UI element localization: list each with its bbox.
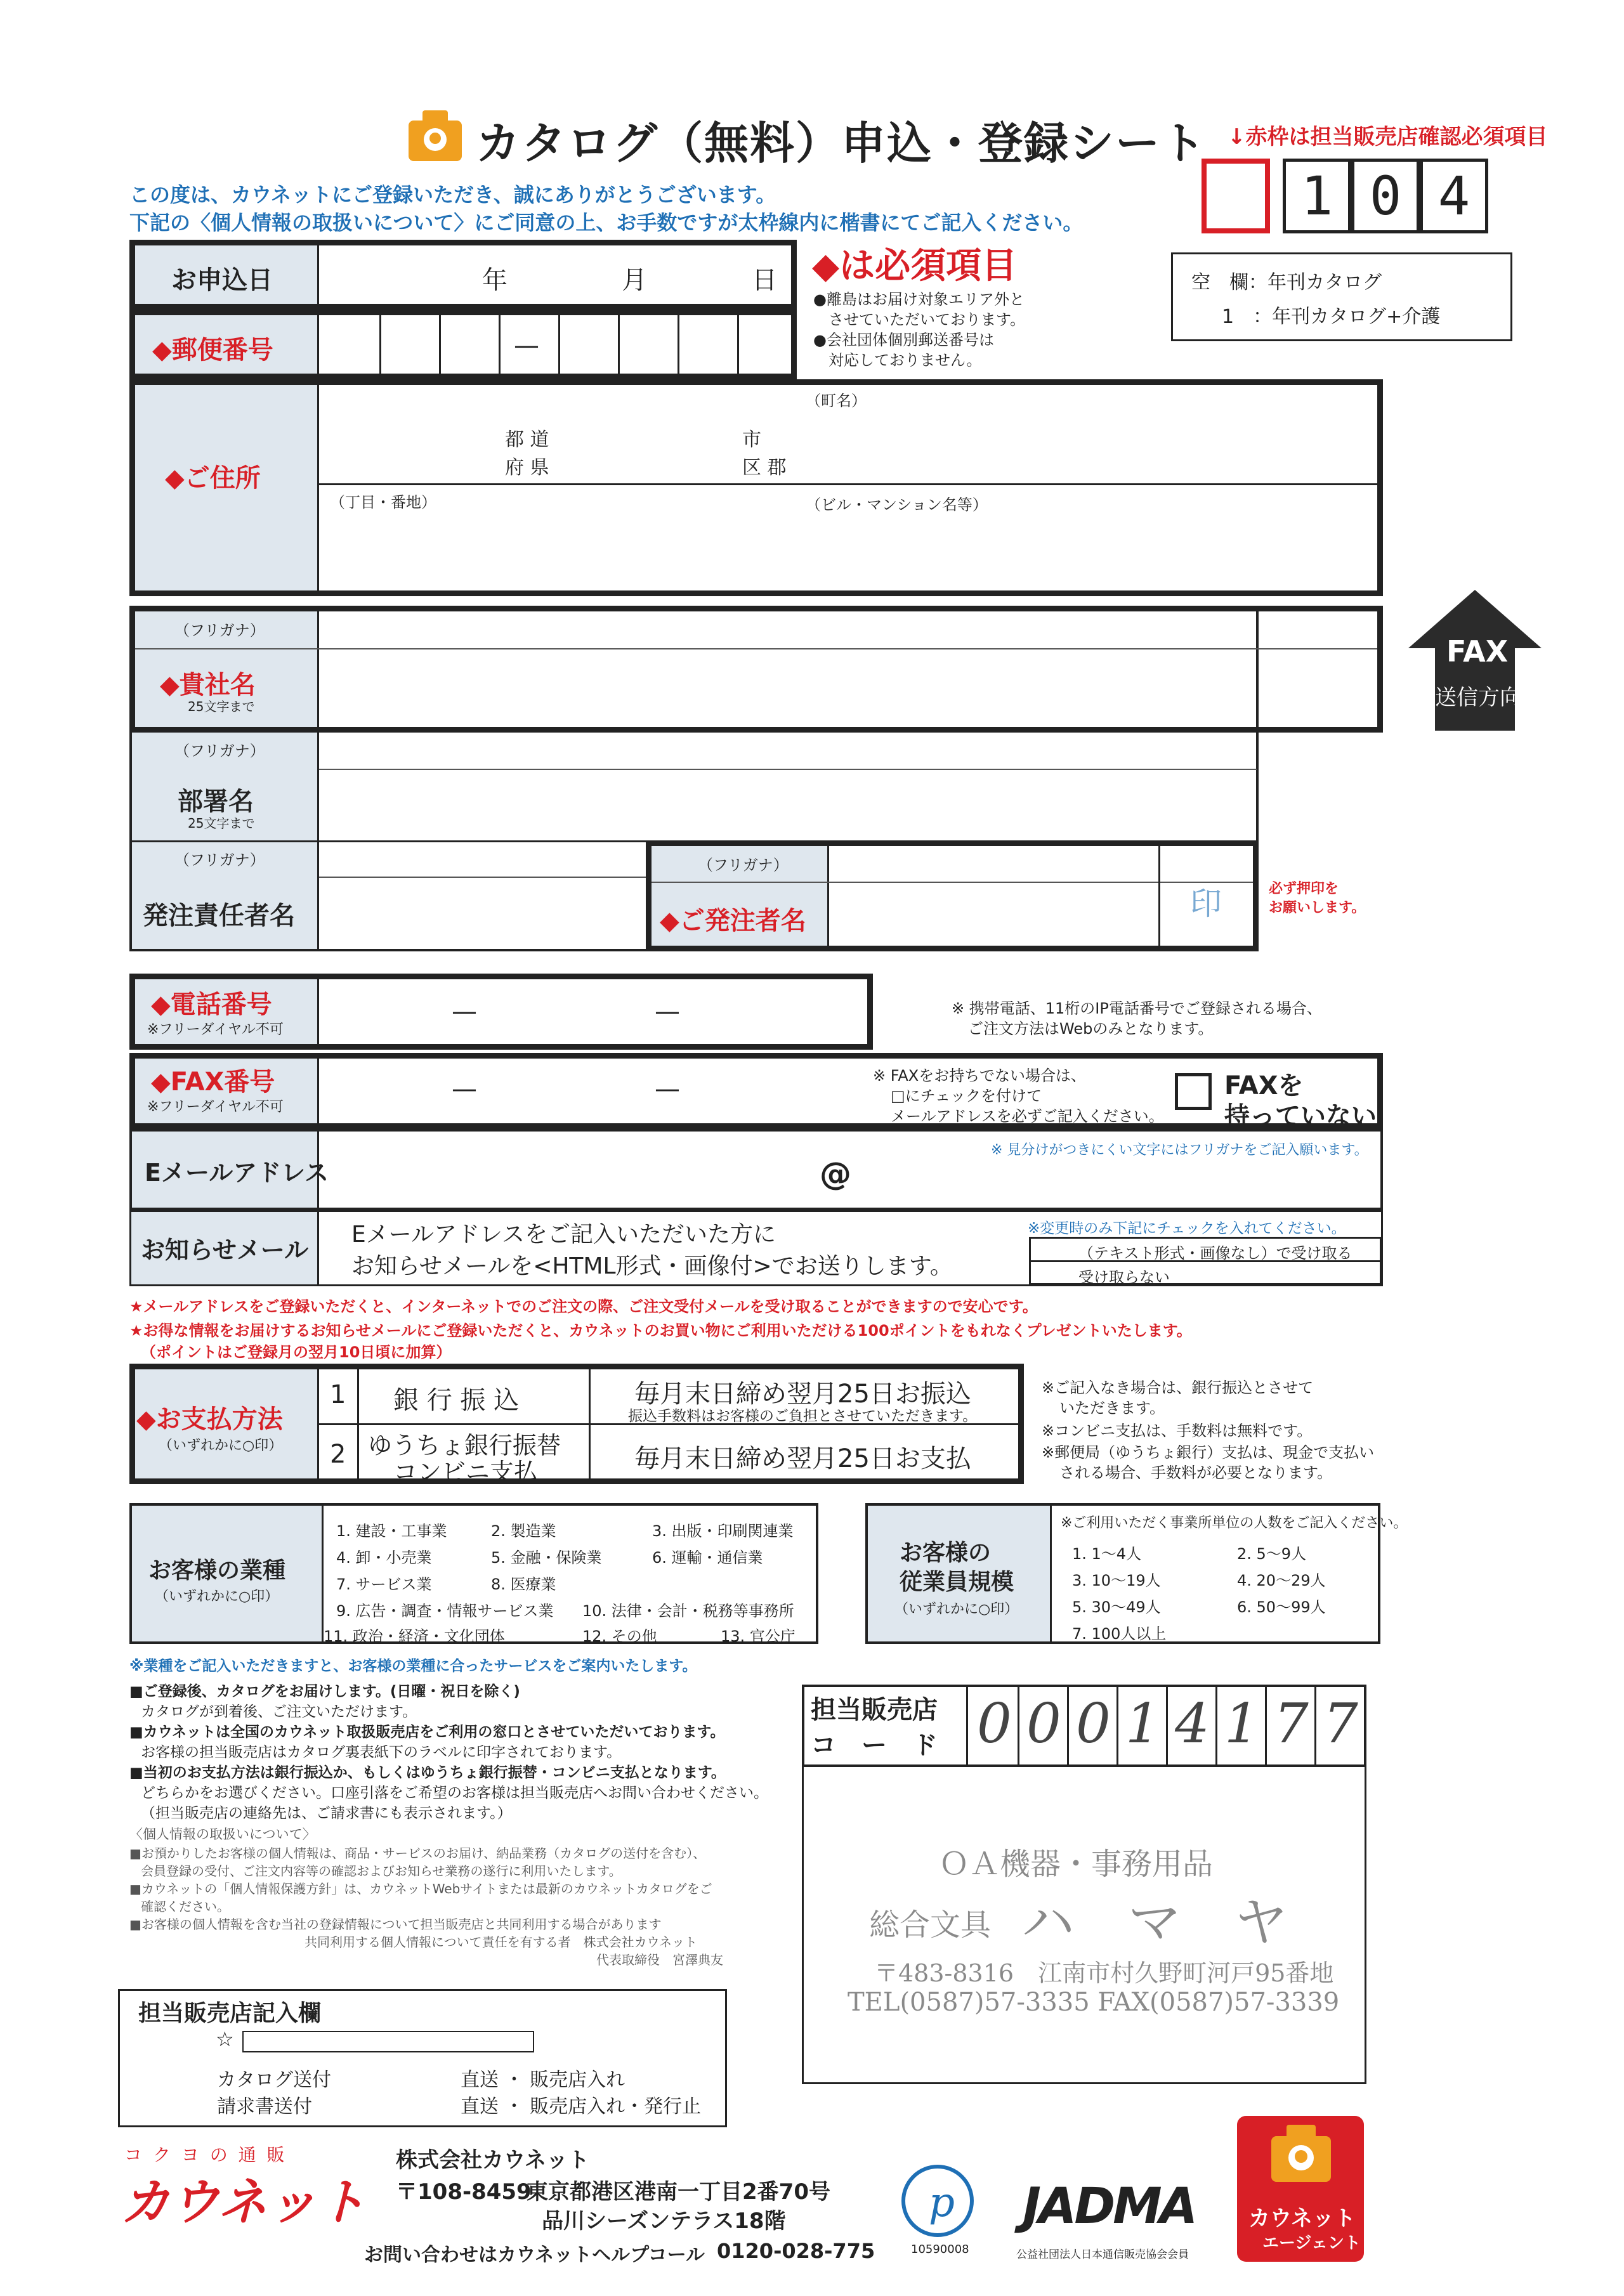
footer-tel: 0120-028-775 [717,2239,875,2263]
dept-furigana: （フリガナ） [174,742,265,760]
fax-input[interactable] [319,1059,867,1123]
no-fax-checkbox[interactable] [1175,1073,1212,1110]
company-limit: 25文字まで [188,699,255,714]
payment-opt2-name[interactable]: コンビニ支払 [393,1458,539,1486]
payment-note: いただきます。 [1059,1399,1165,1417]
phone-note: ※ 携帯電話、11桁のIP電話番号でご登録される場合、 [952,1000,1322,1017]
employees-option[interactable]: 4. 20〜29人 [1237,1572,1326,1589]
required-note: ●離島はお届け対象エリア外と [813,290,1025,308]
email-at: @ [820,1156,851,1192]
seal-mark: 印 [1190,885,1222,922]
prefecture-label: 府 県 [505,457,549,479]
notice-label: お知らせメール [141,1236,309,1264]
intro-line: 下記の〈個人情報の取扱いについて〉にご同意の上、お手数ですが太枠線内に楷書にてご記入ください。 [129,211,1084,235]
seal-note: 必ず押印を [1269,881,1339,897]
employees-label: お客様の [900,1540,992,1566]
industry-option[interactable]: 2. 製造業 [491,1522,556,1540]
payment-opt2-name[interactable]: ゆうちょ銀行振替 [368,1432,561,1459]
footer-address: 東京都港区港南一丁目2番70号 [527,2179,830,2205]
industry-label: お客様の業種 [148,1558,286,1584]
payment-note: される場合、手数料が必要となります。 [1059,1464,1333,1482]
kokuyo-label: コ ク ヨ の 通 販 [124,2144,287,2165]
email-label: Eメールアドレス [145,1159,329,1187]
company-furigana: （フリガナ） [174,622,265,639]
notice-text: Eメールアドレスをご記入いただいた方に [351,1222,776,1248]
catalog-code-digit: 1 [1283,159,1351,233]
intro-line: この度は、カウネットにご登録いただき、誠にありがとうございます。 [129,183,776,207]
industry-option[interactable]: 9. 広告・調査・情報サービス業 [336,1602,554,1620]
required-note: ●会社団体個別郵送番号は [813,331,994,349]
info-line: お客様の担当販売店はカタログ裏表紙下のラベルに印字されております。 [141,1744,622,1761]
fax-note: ※ FAXをお持ちでない場合は、 [873,1067,1086,1085]
seal-note: お願いします。 [1269,900,1366,916]
manager-furigana: （フリガナ） [174,851,265,869]
industry-option[interactable]: 1. 建設・工事業 [336,1522,447,1540]
fax-dash: — [452,1074,477,1104]
phone-dash: — [655,997,680,1026]
year-label: 年 [482,266,508,295]
red-check-box[interactable] [1202,159,1270,233]
privacy-title: 〈個人情報の取扱いについて〉 [129,1827,316,1842]
employees-option[interactable]: 1. 1〜4人 [1072,1545,1142,1563]
payment-label: ◆お支払方法 [136,1405,283,1434]
dealer-code-label: 担当販売店 [811,1695,938,1725]
dealer-code-digit: 1 [1125,1692,1160,1756]
jadma-logo: JADMA [1023,2178,1196,2235]
info-line: どちらかをお選びください。口座引落をご希望のお客様は担当販売店へお問い合わせください。 [141,1785,768,1801]
privacy-line: ■お預かりしたお客様の個人情報は、商品・サービスのお届け、納品業務（カタログの送付を含む）、 [129,1846,706,1861]
required-note: 対応しておりません。 [828,351,982,369]
svg-text:p: p [929,2179,955,2226]
phone-no-freedial: ※フリーダイヤル不可 [147,1022,284,1038]
privacy-line: 代表取締役 宮澤典友 [596,1952,723,1967]
email-note: ※ 見分けがつきにくい文字にはフリガナをご記入願います。 [991,1142,1368,1158]
privacy-line: 共同利用する個人情報について責任を有する者 株式会社カウネット [304,1934,697,1950]
industry-option[interactable]: 12. その他 [582,1627,657,1645]
payment-note: ※コンビニ支払は、手数料は無料です。 [1042,1422,1313,1440]
dealer-code-digit: 0 [1076,1692,1111,1756]
fax-label: ◆FAX番号 [151,1067,275,1097]
city-label: 市 [742,429,761,451]
company-label: ◆貴社名 [160,670,256,700]
dealer-entry-input[interactable] [242,2031,534,2052]
industry-option[interactable]: 10. 法律・会計・税務等事務所 [582,1602,794,1620]
footer-address: 品川シーズンテラス18階 [542,2208,786,2234]
stamp-line: ハ マ ヤ [1021,1891,1288,1954]
catalog-option: 空 欄：年刊カタログ [1191,271,1382,294]
payment-sub: （いずれかに○印） [159,1438,283,1454]
dealer-entry-title: 担当販売店記入欄 [138,2000,322,2026]
industry-option[interactable]: 4. 卸・小売業 [336,1549,432,1567]
dealer-entry-option[interactable]: 直送 ・ 販売店入れ [461,2069,625,2091]
info-line: ■ご登録後、カタログをお届けします。(日曜・祝日を除く) [129,1683,520,1700]
manager-input[interactable] [319,844,646,948]
star-note: ★メールアドレスをご登録いただくと、インターネットでのご注文の際、ご注文受付メールを受け取ることができますので安心です。 [129,1298,1038,1315]
building-hint: （ビル・マンション名等） [806,496,988,514]
payment-note: ※ご記入なき場合は、銀行振込とさせて [1042,1379,1314,1397]
manager-label: 発注責任者名 [143,901,295,930]
employees-label: 従業員規模 [900,1569,1014,1595]
privacy-line: ■お客様の個人情報を含む当社の登録情報について担当販売店と共同利用する場合があります [129,1917,662,1932]
dept-input[interactable] [319,736,1257,840]
orderer-furigana: （フリガナ） [698,856,789,874]
stamp-line: 〒483-8316 江南市村久野町河戸95番地 [874,1959,1334,1987]
dealer-entry-option[interactable]: 直送 ・ 販売店入れ・発行止 [461,2096,702,2118]
info-line: （担当販売店の連絡先は、ご請求書にも表示されます。） [141,1805,512,1822]
industry-option[interactable]: 7. サービス業 [336,1575,432,1593]
required-note: させていただいております。 [828,311,1026,329]
star-note: （ポイントはご登録月の翌月10日頃に加算） [141,1343,452,1361]
info-line: ■当初のお支払方法は銀行振込か、もしくはゆうちょ銀行振替・コンビニ支払となります。 [129,1764,726,1781]
dealer-entry-star: ☆ [216,2027,234,2051]
phone-input[interactable] [319,979,867,1044]
catalog-option: 1 ：年刊カタログ+介護 [1222,306,1441,328]
info-line: ■カウネットは全国のカウネット取扱販売店をご利用の窓口とさせていただいております。 [129,1724,725,1740]
payment-opt1-name[interactable]: 銀 行 振 込 [393,1386,520,1415]
payment-opt1-num[interactable]: 1 [330,1380,346,1409]
privacy-line: ■カウネットの「個人情報保護方針」は、カウネットWebサイトまたは最新のカウネットカタログをご [129,1881,712,1896]
page-title: カタログ（無料）申込・登録シート [476,117,1207,169]
phone-note: ご注文方法はWebのみとなります。 [968,1020,1214,1038]
industry-sub: （いずれかに○印） [155,1589,279,1605]
employees-option[interactable]: 7. 100人以上 [1072,1625,1167,1643]
agent-label: カウネット [1248,2206,1356,2231]
dept-limit: 25文字まで [188,816,255,831]
stamp-line: TEL(0587)57-3335 FAX(0587)57-3339 [848,1988,1340,2017]
industry-option[interactable]: 5. 金融・保険業 [491,1549,602,1567]
red-frame-note: ↓赤枠は担当販売店確認必須項目 [1228,124,1548,150]
notice-text: お知らせメールを<HTML形式・画像付>でお送りします。 [351,1253,953,1279]
footer-zip: 〒108-8459 [396,2179,532,2205]
orderer-input[interactable] [831,885,1156,945]
footer-contact: お問い合わせはカウネットヘルプコール [364,2244,705,2266]
fax-dash: — [655,1074,680,1104]
dealer-code-digit: 7 [1323,1692,1358,1756]
employees-option[interactable]: 2. 5〜9人 [1237,1545,1307,1563]
agent-label: エージェント [1262,2234,1361,2253]
dealer-entry-invoice: 請求書送付 [217,2096,312,2118]
industry-option[interactable]: 6. 運輸・通信業 [652,1549,763,1567]
privacy-mark-number: 10590008 [911,2243,969,2256]
payment-opt1-sub: 振込手数料はお客様のご負担とさせていただきます。 [628,1408,978,1425]
fax-arrow-label: FAX [1446,634,1509,669]
industry-option[interactable]: 8. 医療業 [491,1575,556,1593]
dealer-code-digit: 1 [1224,1692,1259,1756]
privacy-line: 会員登録の受付、ご注文内容等の確認およびお知らせ業務の遂行に利用いたします。 [141,1863,622,1879]
stamp-line: ＯＡ機器・事務用品 [939,1846,1214,1882]
chome-hint: （丁目・番地） [330,493,436,511]
employees-sub: （いずれかに○印） [894,1601,1019,1617]
industry-option[interactable]: 13. 官公庁 [721,1627,796,1645]
postal-input[interactable] [319,315,791,374]
payment-opt1-desc: 毎月末日締め翌月25日お振込 [634,1380,971,1409]
orderer-label: ◆ご発注者名 [660,906,806,936]
dept-label: 部署名 [178,787,254,816]
privacy-line: 確認ください。 [141,1899,230,1914]
jadma-sub: 公益社団法人日本通信販売協会会員 [1016,2248,1189,2261]
notice-option[interactable]: 受け取らない [1078,1269,1170,1286]
notice-option[interactable]: （テキスト形式・画像なし）で受け取る [1078,1244,1352,1262]
notice-change-note: ※変更時のみ下記にチェックを入れてください。 [1028,1220,1346,1237]
agent-logo-icon [1266,2122,1336,2186]
info-line: カタログが到着後、ご注文いただけます。 [141,1704,417,1720]
day-label: 日 [752,266,777,295]
month-label: 月 [622,266,647,295]
fax-no-freedial: ※フリーダイヤル不可 [147,1099,284,1115]
dealer-entry-catalog: カタログ送付 [217,2069,331,2091]
phone-dash: — [452,997,477,1026]
industry-option[interactable]: 11. 政治・経済・文化団体 [324,1627,505,1645]
dealer-code-label: コ ー ド [811,1731,938,1760]
phone-label: ◆電話番号 [151,990,272,1019]
payment-opt2-num[interactable]: 2 [330,1440,346,1469]
apply-date-label: お申込日 [171,266,273,295]
town-hint: （町名） [806,392,867,410]
employees-option[interactable]: 3. 10〜19人 [1072,1572,1161,1589]
dealer-code-digit: 7 [1274,1692,1309,1756]
prefecture-label: 都 道 [505,429,549,451]
dealer-code-digit: 4 [1175,1692,1210,1756]
employees-option[interactable]: 6. 50〜99人 [1237,1598,1326,1616]
postal-label: ◆郵便番号 [152,336,273,365]
catalog-code-digit: 4 [1420,159,1488,233]
city-label: 区 郡 [742,457,787,479]
payment-opt2-desc: 毎月末日締め翌月25日お支払 [634,1444,971,1473]
fax-note: □にチェックを付けて [891,1087,1042,1105]
employees-note: ※ご利用いただく事業所単位の人数をご記入ください。 [1061,1515,1408,1531]
logo-icon [403,108,467,165]
fax-note: メールアドレスを必ずご記入ください。 [891,1107,1164,1125]
company-input[interactable] [319,611,1377,727]
address-input[interactable] [319,385,1377,590]
postal-dash: — [514,331,539,360]
brand-logo: カウネット [121,2174,367,2231]
no-fax-label: 持っていない [1224,1102,1377,1131]
dealer-code-digit: 0 [977,1692,1012,1756]
address-label: ◆ご住所 [165,464,261,493]
no-fax-label: FAXを [1224,1071,1304,1100]
star-note: ★お得な情報をお届けするお知らせメールにご登録いただくと、カウネットのお買い物にご利用いただける100ポイントをもれなくプレゼントいたします。 [129,1322,1192,1340]
stamp-line: 総合文具 [869,1907,992,1943]
fax-arrow-sub: 送信方向 [1435,685,1521,710]
footer-company: 株式会社カウネット [396,2148,589,2173]
required-title: ◆は必須項目 [812,245,1018,287]
industry-note: ※業種をご記入いただきますと、お客様の業種に合ったサービスをご案内いたします。 [129,1658,697,1674]
privacy-mark-icon [900,2163,976,2239]
payment-note: ※郵便局（ゆうちょ銀行）支払は、現金で支払い [1042,1444,1375,1461]
employees-option[interactable]: 5. 30〜49人 [1072,1598,1161,1616]
dealer-code-digit: 0 [1026,1692,1061,1756]
catalog-code-digit: 0 [1351,159,1420,233]
industry-option[interactable]: 3. 出版・印刷関連業 [652,1522,794,1540]
